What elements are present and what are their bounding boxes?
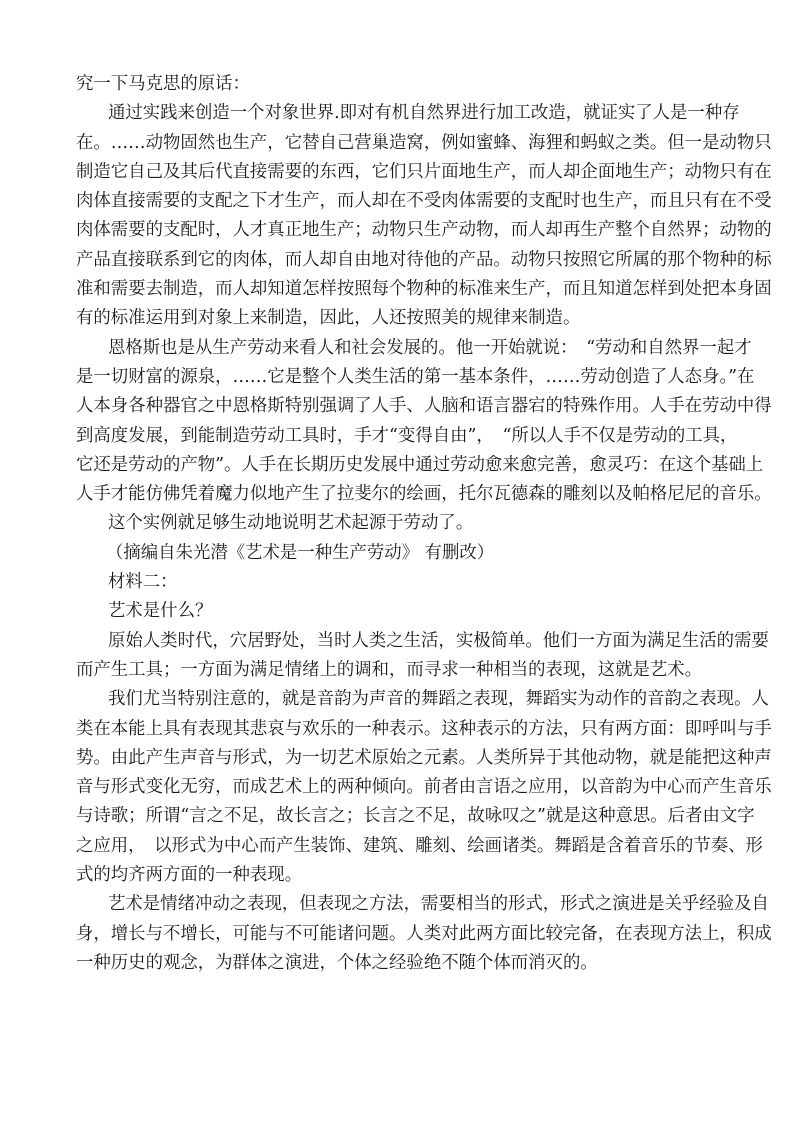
section-title: 艺术是什么？ xyxy=(108,601,213,622)
paragraph-conclusion-line: 这个实例就足够生动地说明艺术起源于劳动了。 xyxy=(108,513,474,534)
paragraph-emotion-line: 艺术是情绪冲动之表现，但表现之方法，需要相当的形式，形式之演进是关乎经验及自 xyxy=(108,894,769,915)
source-citation: （摘编自朱光潜《艺术是一种生产劳动》 有删改） xyxy=(106,542,495,563)
text-line: 势。由此产生声音与形式，为一切艺术原始之元素。人类所异于其他动物，就是能把这种声 xyxy=(76,747,772,768)
text-line: 人本身各种器官之中恩格斯特别强调了人手、人脑和语言器宕的特殊作用。人手在劳动中得 xyxy=(76,396,772,417)
paragraph-rhythm-line: 我们尤当特别注意的，就是音韵为声音的舞蹈之表现，舞蹈实为动作的音韵之表现。人 xyxy=(108,689,769,710)
text-line: 是一切财富的源泉，……它是整个人类生活的第一基本条件，……劳动创造了人态身。”在 xyxy=(76,366,755,387)
text-line: 肉体直接需要的支配之下才生产，而人却在不受肉体需要的支配时也生产，而且只有在不受 xyxy=(76,191,772,212)
text-line: 它还是劳动的产物”。人手在长期历史发展中通过劳动愈来愈完善，愈灵巧：在这个基础上 xyxy=(76,454,764,475)
text-line: 在。……动物固然也生产，它替自己营巢造窝，例如蜜蜂、海狸和蚂蚁之类。但一是动物只 xyxy=(76,132,772,153)
paragraph-marx-quote-line: 通过实践来创造一个对象世界.即对有机自然界进行加工改造，就证实了人是一种存 xyxy=(108,103,740,124)
text-line: 到高度发展，到能制造劳动工具时，手才“变得自由”， “所以人手不仅是劳动的工具， xyxy=(76,425,738,446)
paragraph-primitive-line: 原始人类时代，穴居野处，当时人类之生活，实极简单。他们一方面为满足生活的需要 xyxy=(108,630,769,651)
text-line: 产品直接联系到它的肉体，而人却自由地对待他的产品。动物只按照它所属的那个物种的标 xyxy=(76,249,772,270)
document-page xyxy=(76,70,772,978)
text-line: 人手才能仿佛凭着魔力似地产生了拉斐尔的绘画，托尔瓦德森的雕刻以及帕格尼尼的音乐。 xyxy=(76,484,772,505)
section-heading-material-two: 材料二： xyxy=(108,572,178,593)
text-line: 身，增长与不增长，可能与不可能诸问题。人类对此两方面比较完备，在表现方法上，积成 xyxy=(76,923,772,944)
text-line: 准和需要去制造，而人却知道怎样按照每个物种的标准来生产，而且知道怎样到处把本身固 xyxy=(76,279,772,300)
text-line: 之应用， 以形式为中心而产生装饰、建筑、雕刻、绘画诸类。舞蹈是含着音乐的节奏、形 xyxy=(76,835,763,856)
text-line: 肉体需要的支配时，人才真正地生产；动物只生产动物，而人却再生产整个自然界；动物的 xyxy=(76,220,772,241)
text-line: 究一下马克思的原话： xyxy=(76,74,250,94)
text-line: 有的标准运用到对象上来制造，因此，人还按照美的规律来制造。 xyxy=(76,308,581,329)
text-line: 与诗歌；所谓“言之不足，故长言之；长言之不足，故咏叹之”就是这种意思。后者由文字 xyxy=(76,806,755,827)
text-line: 音与形式变化无穷，而成艺术上的两种倾向。前者由言语之应用，以音韵为中心而产生音乐 xyxy=(76,777,772,798)
text-line: 类在本能上具有表现其悲哀与欢乐的一种表示。这种表示的方法，只有两方面：即呼叫与手 xyxy=(76,718,772,739)
paragraph-engels-line: 恩格斯也是从生产劳动来看人和社会发展的。他一开始就说： “劳动和自然界一起才 xyxy=(108,337,752,358)
text-line: 制造它自己及其后代直接需要的东西，它们只片面地生产，而人却企面地生产；动物只有在 xyxy=(76,161,772,182)
text-line: 式的均齐两方面的一种表现。 xyxy=(76,865,303,886)
text-line: 一种历史的观念，为群体之演进，个体之经验绝不随个体而消灭的。 xyxy=(76,952,598,973)
text-line: 而产生工具；一方面为满足情绪上的调和，而寻求一种相当的表现，这就是艺术。 xyxy=(76,659,703,680)
